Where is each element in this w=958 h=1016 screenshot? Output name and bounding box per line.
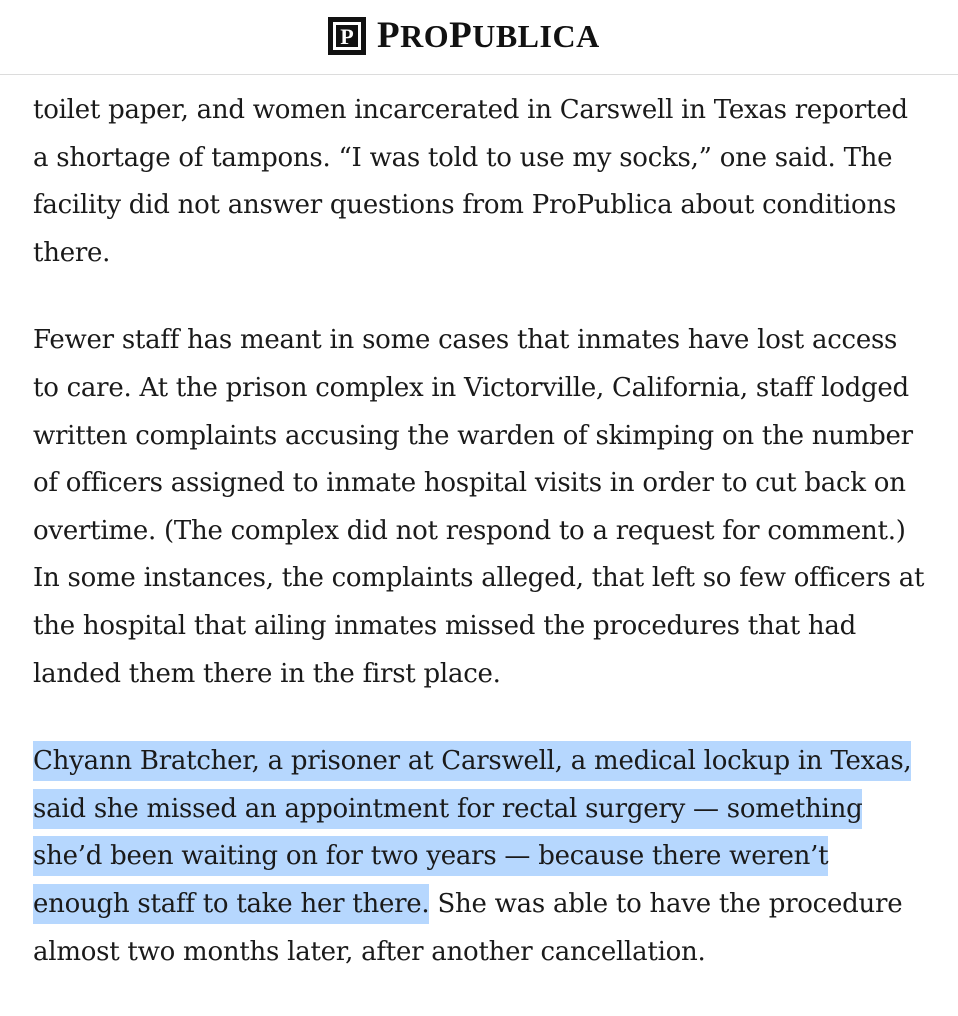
site-header — [0, 0, 958, 75]
propublica-logo[interactable] — [327, 14, 600, 58]
brand-part-2: UBLICA — [472, 18, 600, 54]
selected-text[interactable]: Chyann Bratcher, a prisoner at Carswell, a medical lockup in Texas, said she missed an appointment for rectal surgery — something she’d been waiting on for two years — because there weren’t enough staff to take her there. — [33, 746, 912, 919]
article-paragraph — [33, 738, 928, 976]
article-paragraph — [33, 317, 928, 698]
brand-letter-1: P — [377, 15, 401, 56]
brand-part-1: RO — [400, 18, 450, 54]
logo-glyph: P — [340, 24, 354, 49]
propublica-logo-icon — [327, 16, 367, 56]
article-paragraph — [33, 87, 928, 277]
paragraph-text: toilet paper, and women incarcerated in Carswell in Texas reported a shortage of tampons. “I was told to use my socks,” one said. The facility did not answer questions from ProPublica about conditions there. — [33, 95, 908, 268]
paragraph-text: She was able to have the procedure almost two months later, after another cancellation. — [33, 888, 903, 967]
brand-name — [377, 14, 600, 58]
article-body — [33, 87, 928, 1016]
brand-letter-2: P — [449, 15, 473, 56]
paragraph-text: Fewer staff has meant in some cases that inmates have lost access to care. At the prison complex in Victorville, California, staff lodged written complaints accusing the warden of skimping on the number of officers assigned to inmate hospital visits in order to cut back on overtime. (The complex did not respond to a request for comment.) In some instances, the complaints alleged, that left so few officers at the hospital that ailing inmates missed the procedures that had landed them there in the first place. — [33, 325, 925, 689]
